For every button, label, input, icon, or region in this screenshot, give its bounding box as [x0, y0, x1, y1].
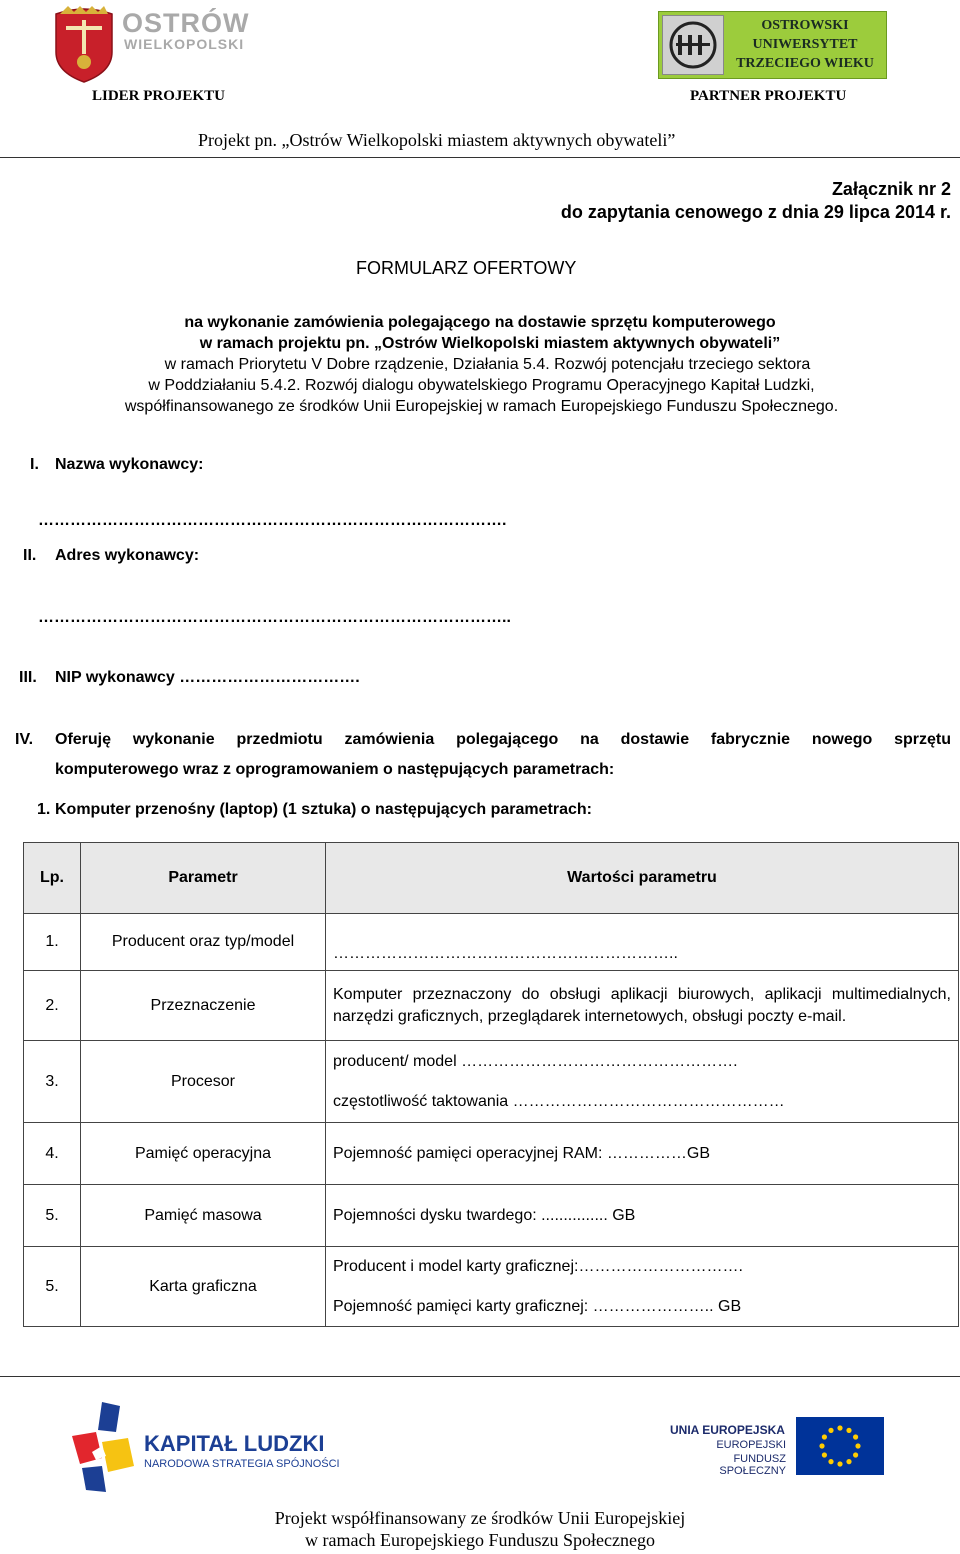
partner-logo-mark: [662, 15, 724, 75]
table-row: [24, 971, 959, 1041]
lead-logo-text-2: WIELKOPOLSKI: [124, 36, 245, 52]
row-4-param: Pamięć operacyjna: [81, 1123, 326, 1185]
row-1-value-line-1: ………………………………………………………..: [333, 945, 678, 962]
table-row: [24, 1185, 959, 1247]
row-2-lp: 2.: [24, 971, 81, 1041]
footer-divider: [0, 1376, 960, 1377]
section-3-label-text: NIP wykonawcy: [55, 669, 175, 686]
section-3-field[interactable]: …………………………….: [179, 669, 360, 686]
partner-label: PARTNER PROJEKTU: [690, 88, 847, 104]
row-4-value-line-1: Pojemność pamięci operacyjnej RAM: ……………GB: [333, 1144, 711, 1162]
partner-logo-text-1: OSTROWSKI: [761, 18, 849, 33]
row-3-param: Procesor: [81, 1041, 326, 1123]
item-1-label: Komputer przenośny (laptop) (1 sztuka) o następujących parametrach:: [55, 801, 592, 818]
attachment-line-2: do zapytania cenowego z dnia 29 lipca 2014 r.: [560, 202, 951, 222]
eu-logo: [668, 1417, 888, 1477]
intro-line-1: w ramach Priorytetu V Dobre rządzenie, Działania 5.4. Rozwój potencjału trzeciego sektora: [164, 356, 811, 373]
partner-logo: [658, 11, 887, 79]
header-parametr: Parametr: [81, 843, 326, 914]
row-6-value-line-1: Producent i model karty graficznej:………………………….: [333, 1257, 743, 1275]
crest-icon: [52, 6, 116, 84]
row-3-value-line-2: częstotliwość taktowania ……………………………………………: [333, 1092, 785, 1110]
utw-icon: [663, 16, 723, 74]
form-title: FORMULARZ OFERTOWY: [356, 258, 577, 278]
section-2-field[interactable]: ……………………………………………………………………………..: [38, 609, 511, 626]
section-4-num: IV.: [15, 731, 34, 748]
row-2-value: [326, 971, 959, 1041]
table-row: [24, 914, 959, 971]
table-row: [24, 1247, 959, 1327]
row-5-lp: 5.: [24, 1185, 81, 1247]
section-1-num: I.: [30, 456, 39, 473]
intro-line-3: współfinansowanego ze środków Unii Europejskiej w ramach Europejskiego Funduszu Społecznego.: [124, 398, 839, 415]
attachment-line-1: Załącznik nr 2: [831, 179, 951, 199]
section-1-label: Nazwa wykonawcy:: [55, 456, 204, 473]
kl-title: KAPITAŁ LUDZKI: [144, 1431, 325, 1456]
partner-logo-text-3: TRZECIEGO WIEKU: [736, 56, 874, 71]
row-6-value[interactable]: [326, 1247, 959, 1327]
section-2-num: II.: [23, 547, 37, 564]
table-row: [24, 1123, 959, 1185]
intro-bold-line-1: na wykonanie zamówienia polegającego na dostawie sprzętu komputerowego: [184, 314, 776, 331]
row-5-value-line-1: Pojemności dysku twardego: ............... GB: [333, 1206, 636, 1224]
row-4-value[interactable]: [326, 1123, 959, 1185]
row-1-param: Producent oraz typ/model: [81, 914, 326, 971]
intro-line-2: w Poddziałaniu 5.4.2. Rozwój dialogu obywatelskiego Programu Operacyjnego Kapitał Ludzki,: [148, 377, 815, 394]
eu-line-3: FUNDUSZ SPOŁECZNY: [719, 1453, 786, 1477]
partner-logo-text-2: UNIWERSYTET: [752, 37, 858, 52]
row-2-param: Przeznaczenie: [81, 971, 326, 1041]
section-3-label: [55, 669, 360, 687]
section-4-line-2: komputerowego wraz z oprogramowaniem o następujących parametrach:: [55, 761, 615, 778]
item-1-num: 1.: [37, 801, 51, 818]
eu-title: UNIA EUROPEJSKA: [670, 1423, 785, 1437]
row-1-value[interactable]: [326, 914, 959, 971]
table-row: [24, 1041, 959, 1123]
eu-line-2: EUROPEJSKI: [716, 1439, 786, 1451]
intro: [0, 312, 960, 417]
lead-logo-text-1: OSTRÓW: [122, 8, 250, 38]
kapital-ludzki-icon: [72, 1402, 138, 1492]
header-wartosci: Wartości parametru: [326, 843, 959, 914]
footer-line-1: Projekt współfinansowany ze środków Unii Europejskiej: [274, 1508, 686, 1528]
footer-line-2: w ramach Europejskiego Funduszu Społecznego: [305, 1530, 655, 1550]
table-header-row: [24, 843, 959, 914]
section-4-line-1: Oferuję wykonanie przedmiotu zamówienia polegającego na dostawie fabrycznie nowego sprzętu: [55, 731, 951, 748]
intro-bold-line-2: w ramach projektu pn. „Ostrów Wielkopolski miastem aktywnych obywateli”: [199, 335, 781, 352]
kl-logo: [72, 1402, 352, 1492]
row-3-value[interactable]: [326, 1041, 959, 1123]
kl-subtitle: NARODOWA STRATEGIA SPÓJNOŚCI: [144, 1458, 340, 1470]
lead-logo: [52, 6, 272, 84]
eu-flag-icon: [796, 1417, 884, 1475]
row-1-lp: 1.: [24, 914, 81, 971]
section-3-num: III.: [19, 669, 37, 686]
row-5-param: Pamięć masowa: [81, 1185, 326, 1247]
row-6-param: Karta graficzna: [81, 1247, 326, 1327]
lead-label: LIDER PROJEKTU: [92, 88, 225, 104]
section-2-label: Adres wykonawcy:: [55, 547, 200, 564]
header-divider: [0, 157, 960, 158]
header-lp: Lp.: [24, 843, 81, 914]
row-6-lp: 5.: [24, 1247, 81, 1327]
row-5-value[interactable]: [326, 1185, 959, 1247]
project-line: Projekt pn. „Ostrów Wielkopolski miastem aktywnych obywateli”: [198, 130, 676, 150]
row-3-lp: 3.: [24, 1041, 81, 1123]
row-6-value-line-2: Pojemność pamięci karty graficznej: ………………….. GB: [333, 1297, 742, 1315]
section-1-field[interactable]: …………………………………………………………………………….: [38, 512, 507, 529]
row-2-value-line-1: Komputer przeznaczony do obsługi aplikacji biurowych, aplikacji multimedialnych, narzędzi graficznych, przeglądarek internetowych, obsługi poczty e-mail.: [333, 986, 951, 1025]
row-4-lp: 4.: [24, 1123, 81, 1185]
row-3-value-line-1: producent/ model …………………………………………….: [333, 1052, 738, 1070]
parameters-table: [23, 842, 959, 1327]
